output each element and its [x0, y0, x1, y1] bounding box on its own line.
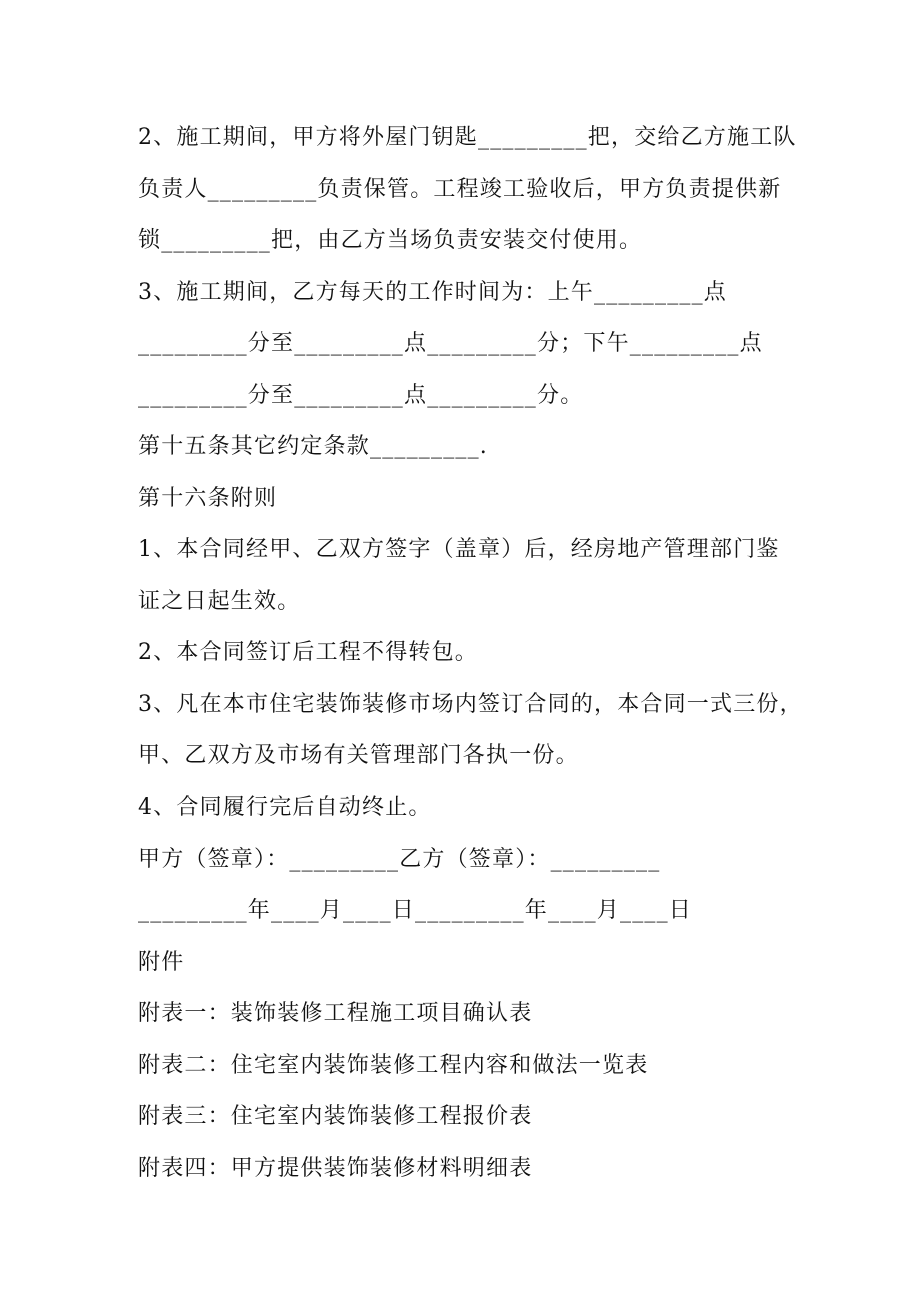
clause-16-item-3-line-2: 甲、乙双方及市场有关管理部门各执一份。 [138, 743, 579, 768]
attachment-table-3: 附表三：住宅室内装饰装修工程报价表 [138, 1104, 533, 1129]
attachment-table-1: 附表一：装饰装修工程施工项目确认表 [138, 1001, 533, 1026]
clause-16-item-3-line-1: 3、凡在本市住宅装饰装修市场内签订合同的，本合同一式三份， [138, 692, 803, 717]
clause-15-heading: 第十五条其它约定条款_________. [138, 434, 488, 459]
clause-14-item-2-line-3: 锁_________把，由乙方当场负责安装交付使用。 [138, 228, 643, 253]
clause-16-heading: 第十六条附则 [138, 486, 278, 511]
attachments-heading: 附件 [138, 950, 185, 975]
attachment-table-4: 附表四：甲方提供装饰装修材料明细表 [138, 1156, 533, 1181]
clause-16-item-4: 4、合同履行完后自动终止。 [138, 795, 432, 820]
signature-line: 甲方（签章）：_________乙方（签章）：_________ [138, 847, 661, 872]
attachment-table-2: 附表二：住宅室内装饰装修工程内容和做法一览表 [138, 1053, 649, 1078]
clause-14-item-3-line-2: _________分至_________点_________分；下午_________点 [138, 331, 763, 356]
clause-16-item-1-line-2: 证之日起生效。 [138, 589, 301, 614]
date-line: _________年____月____日_________年____月____日 [138, 898, 693, 923]
clause-14-item-3-line-1: 3、施工期间，乙方每天的工作时间为：上午_________点 [138, 280, 727, 305]
clause-16-item-1-line-1: 1、本合同经甲、乙双方签字（盖章）后，经房地产管理部门鉴 [138, 537, 780, 562]
clause-16-item-2: 2、本合同签订后工程不得转包。 [138, 640, 478, 665]
clause-14-item-3-line-3: _________分至_________点_________分。 [138, 383, 584, 408]
clause-14-item-2-line-1: 2、施工期间，甲方将外屋门钥匙_________把，交给乙方施工队 [138, 125, 797, 150]
clause-14-item-2-line-2: 负责人_________负责保管。工程竣工验收后，甲方负责提供新 [138, 177, 782, 202]
